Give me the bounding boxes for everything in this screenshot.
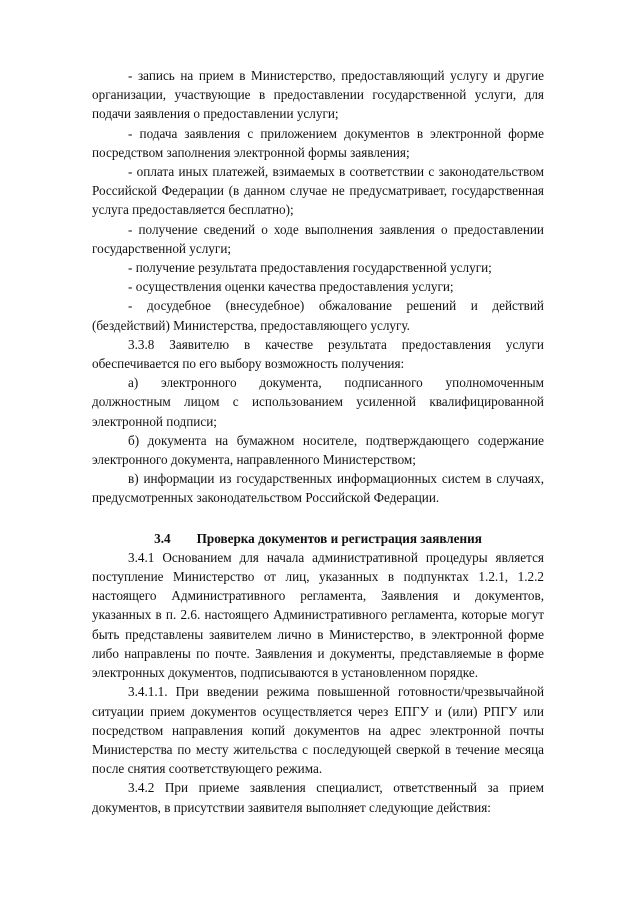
- paragraph: 3.4.1 Основанием для начала административной процедуры является поступление Министерство от лиц, указанных в подпунктах 1.2.1, 1.2.2 настоящего Административного регламента, Заявления и документов, указанных в п. 2.6. настоящего Административного регламента, которые могут быть представлены заявителем лично в Министерство, в электронной форме либо направлены по почте. Заявления и документы, представляемые в форме электронных документов, подписываются в установленном порядке.: [92, 549, 544, 681]
- paragraph: - оплата иных платежей, взимаемых в соответствии с законодательством Российской Федерации (в данном случае не предусматривает, государственная услуга предоставляется бесплатно);: [92, 164, 544, 218]
- paragraph: - запись на прием в Министерство, предоставляющий услугу и другие организации, участвующие в предоставлении государственной услуги, для подачи заявления о предоставлении услуги;: [92, 68, 544, 122]
- section-number: 3.4: [154, 530, 171, 546]
- paragraph: 3.3.8 Заявителю в качестве результата предоставления услуги обеспечивается по его выбору возможность получения:: [92, 336, 544, 372]
- paragraph: - досудебное (внесудебное) обжалование решений и действий (бездействий) Министерства, предоставляющего услугу.: [92, 298, 544, 333]
- paragraph: а) электронного документа, подписанного уполномоченным должностным лицом с использованием усиленной квалифицированной электронной подписи;: [92, 375, 544, 429]
- section-heading: [92, 529, 544, 548]
- section-title: Проверка документов и регистрация заявления: [196, 530, 482, 546]
- paragraph: - осуществления оценки качества предоставления услуги;: [128, 279, 454, 295]
- paragraph: б) документа на бумажном носителе, подтверждающего содержание электронного документа, направленного Министерством;: [92, 432, 544, 468]
- paragraph: - подача заявления с приложением документов в электронной форме посредством заполнения электронной формы заявления;: [92, 125, 544, 160]
- paragraph: - получение результата предоставления государственной услуги;: [128, 260, 492, 276]
- paragraph: 3.4.2 При приеме заявления специалист, ответственный за прием документов, в присутствии заявителя выполняет следующие действия:: [92, 780, 544, 815]
- paragraph: в) информации из государственных информационных систем в случаях, предусмотренных законодательством Российской Федерации.: [92, 471, 544, 506]
- paragraph: - получение сведений о ходе выполнения заявления о предоставлении государственной услуги;: [92, 221, 544, 256]
- document-body: [92, 66, 544, 817]
- paragraph: 3.4.1.1. При введении режима повышенной готовности/чрезвычайной ситуации прием документов осуществляется через ЕПГУ и (или) РПГУ или посредством направления копий документов на адрес электронной почты Министерства по месту жительства с последующей сверкой в течение месяца после снятия соответствующего режима.: [92, 684, 544, 777]
